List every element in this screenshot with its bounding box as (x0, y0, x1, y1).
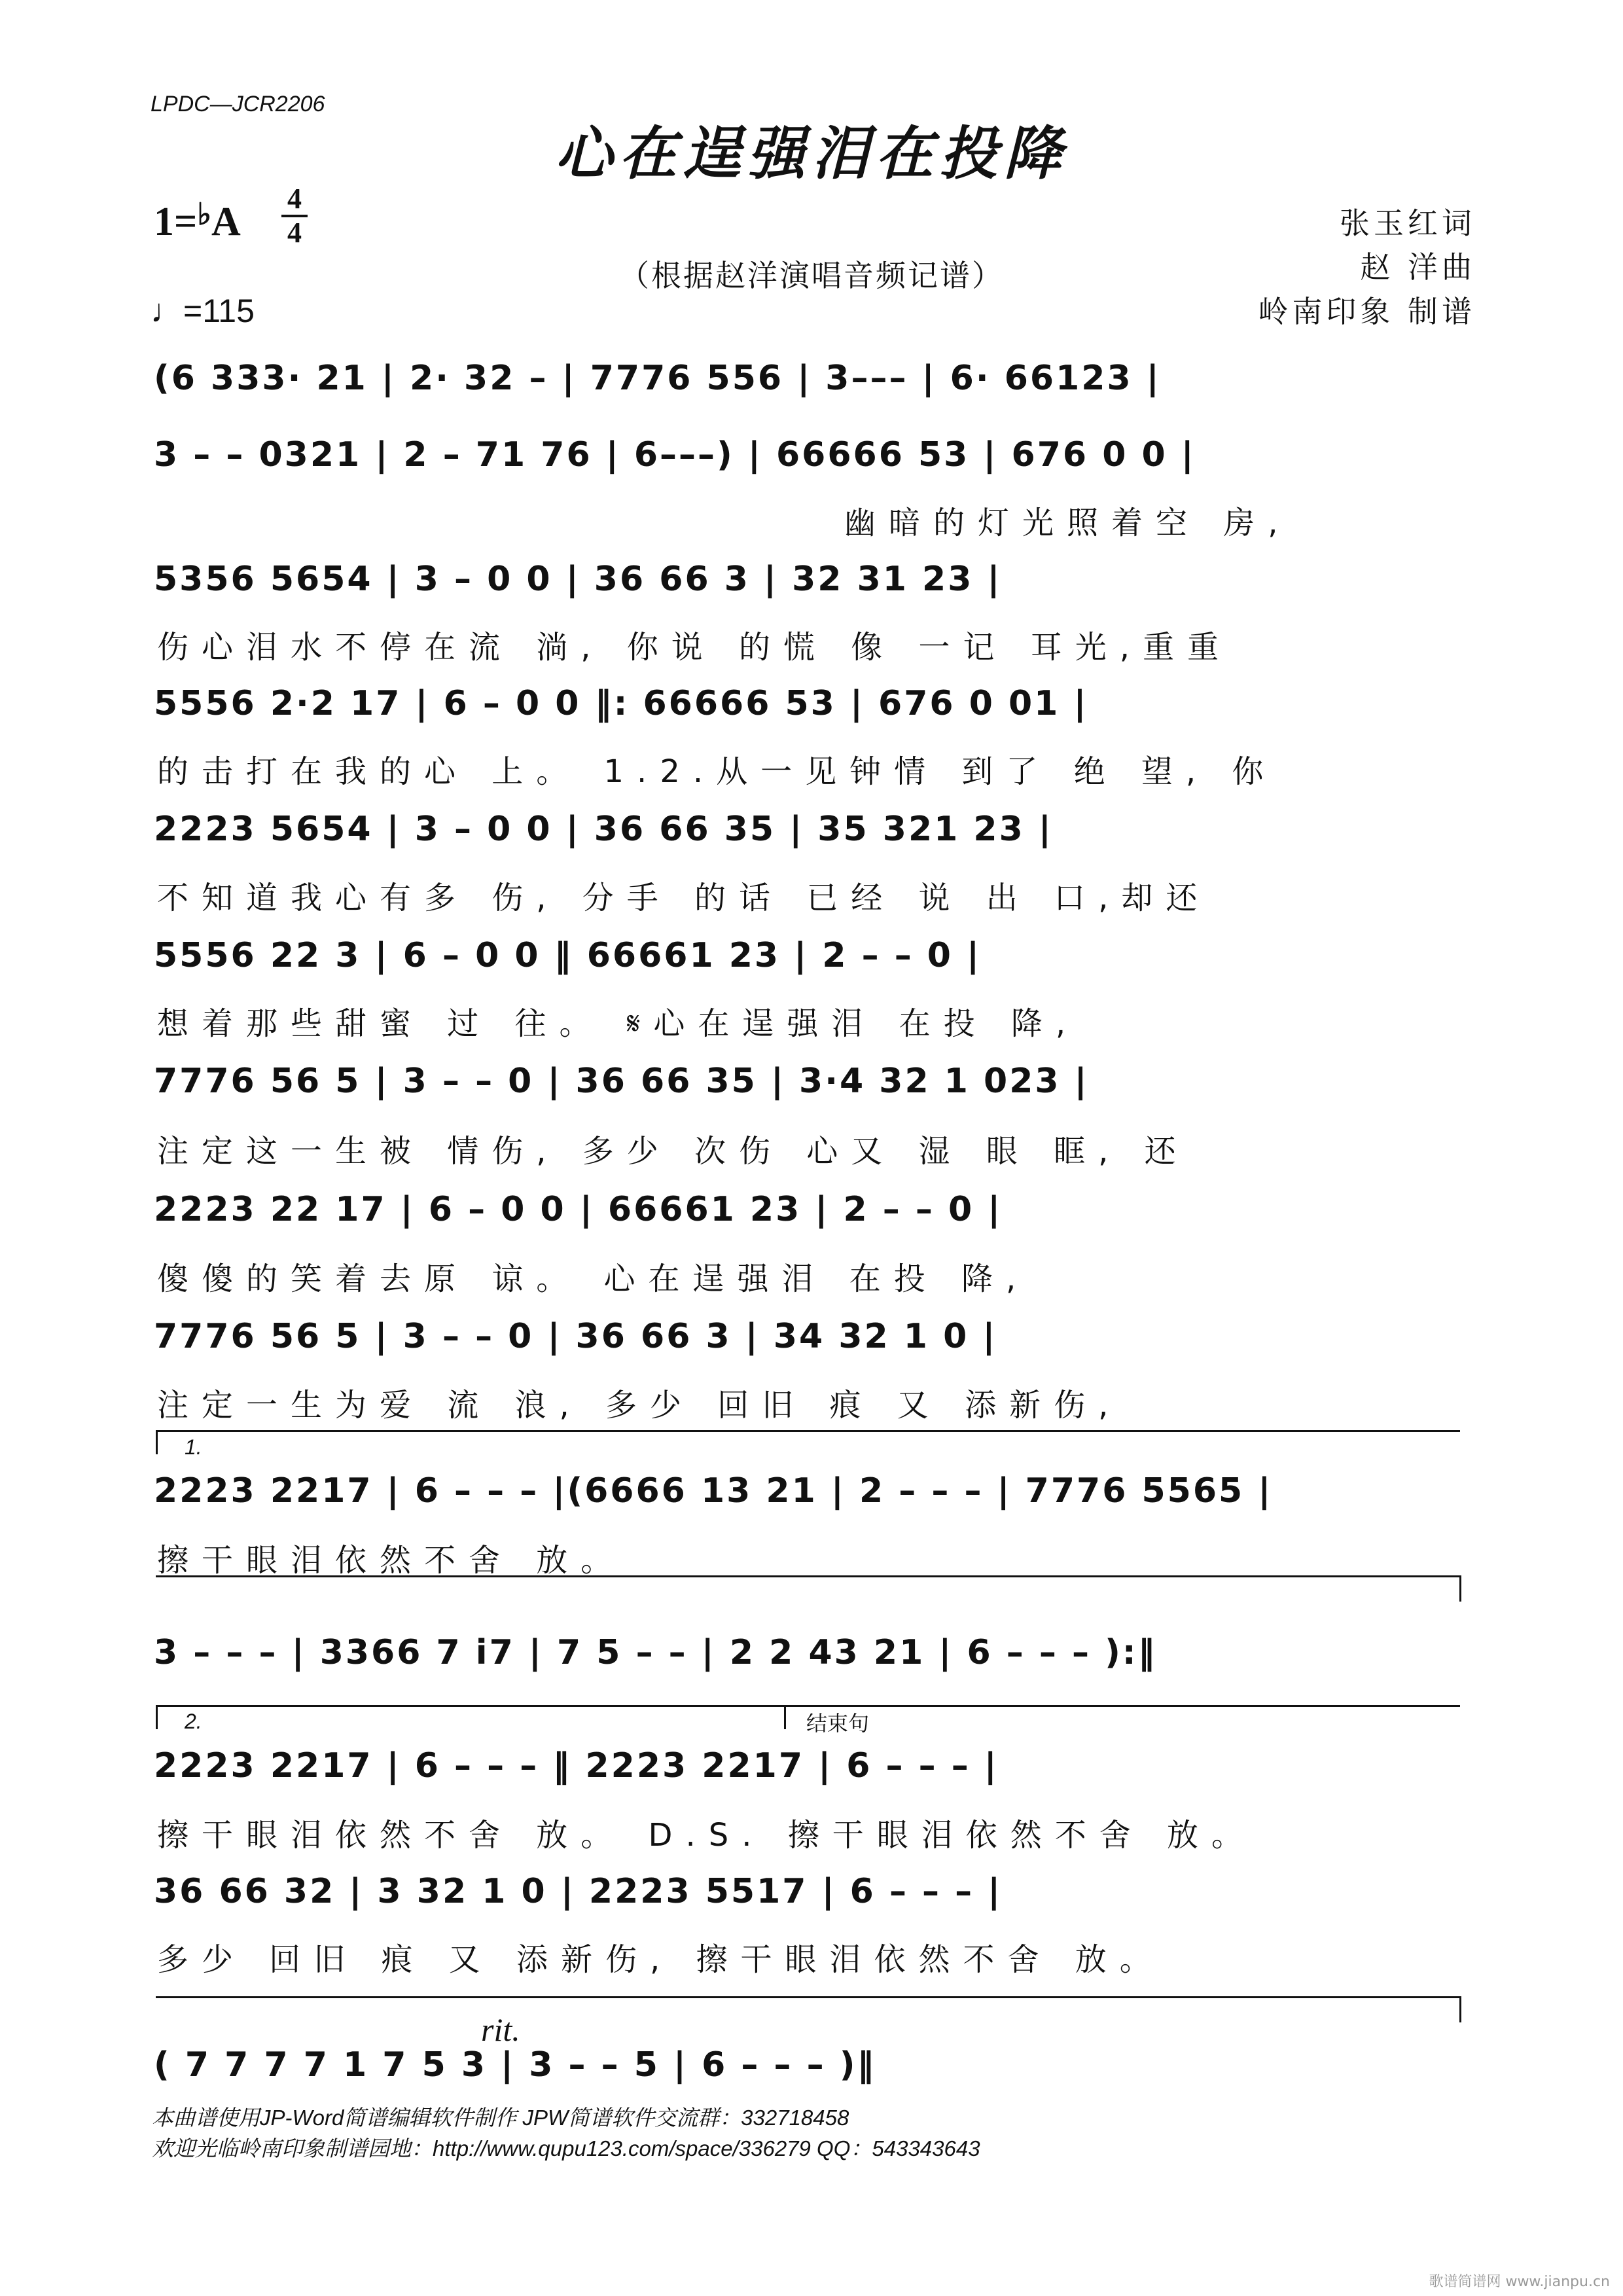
notation-row: 2223 2217 | 6 – – – |(6666 13 21 | 2 – – – | 7776 5565 | (154, 1471, 1273, 1511)
lyric-row: 注定一生为爱 流 浪, 多少 回旧 痕 又 添新伤, (157, 1387, 1122, 1424)
time-bottom: 4 (287, 217, 302, 249)
quarter-note-icon: ♩ (151, 293, 183, 329)
page-title: 心在逞强泪在投降 (554, 119, 1068, 187)
subtitle: （根据赵洋演唱音频记谱） (619, 258, 1004, 293)
coda-label: 结束句 (806, 1712, 870, 1735)
notation-row: 5556 2·2 17 | 6 – 0 0 ‖: 66666 53 | 676 0 01 | (154, 684, 1088, 723)
lyric-row: 多少 回旧 痕 又 添新伤, 擦干眼泪依然不舍 放。 (157, 1941, 1164, 1978)
notation-row: 2223 22 17 | 6 – 0 0 | 66661 23 | 2 – – 0 | (154, 1190, 1003, 1229)
arranger-credit: 岭南印象 制谱 (1258, 294, 1476, 329)
volta-bracket-2 (156, 1705, 786, 1729)
notation-row: 36 66 32 | 3 32 1 0 | 2223 5517 | 6 – – – | (154, 1872, 1003, 1911)
lyric-row: 伤心泪水不停在流 淌, 你说 的慌 像 一记 耳光,重重 (157, 629, 1232, 666)
lyric-row: 不知道我心有多 伤, 分手 的话 已经 说 出 口,却还 (157, 880, 1211, 916)
lyricist-credit: 张玉红词 (1340, 206, 1476, 241)
lyric-row: 擦干眼泪依然不舍 放。 (157, 1542, 626, 1579)
notation-row: 5356 5654 | 3 – 0 0 | 36 66 3 | 32 31 23 | (154, 560, 1002, 599)
time-signature (281, 185, 308, 247)
notation-row: (6 333· 21 | 2· 32 – | 7776 556 | 3––– | 6· 66123 | (154, 359, 1161, 398)
flat-symbol: ♭ (197, 198, 212, 231)
watermark: 歌谱简谱网 www.jianpu.cn (1429, 2274, 1610, 2290)
key-signature (154, 196, 241, 245)
volta-bracket-1-end (1459, 1575, 1461, 1602)
lyric-row: 幽暗的灯光照着空 房, (844, 505, 1291, 541)
ritardando-marking: rit. (481, 2011, 520, 2048)
tempo-marking (151, 292, 255, 330)
ending-line (156, 1996, 1459, 1998)
lyric-row: 注定这一生被 情伤, 多少 次伤 心又 湿 眼 眶, 还 (157, 1133, 1189, 1170)
composer-credit: 赵 洋曲 (1360, 249, 1476, 285)
notation-row: 5556 22 3 | 6 – 0 0 ‖ 66661 23 | 2 – – 0 | (154, 936, 982, 975)
lyric-row: 傻傻的笑着去原 谅。 心在逞强泪 在投 降, (157, 1261, 1029, 1297)
coda-bracket (784, 1705, 1460, 1729)
notation-row: 3 – – 0321 | 2 – 71 76 | 6–––) | 66666 53 | 676 0 0 | (154, 435, 1196, 475)
notation-row: 2223 5654 | 3 – 0 0 | 36 66 35 | 35 321 23 | (154, 810, 1053, 849)
key-note: A (211, 199, 241, 244)
notation-row: 2223 2217 | 6 – – – ‖ 2223 2217 | 6 – – – | (154, 1746, 999, 1785)
volta-bracket-1 (156, 1430, 1460, 1454)
notation-row: 3 – – – | 3366 7 i7 | 7 5 – – | 2 2 43 21 | 6 – – – ):‖ (154, 1633, 1157, 1672)
key-prefix: 1= (154, 199, 198, 244)
tempo-value: =115 (183, 293, 255, 329)
ending-2-label: 2. (185, 1710, 202, 1733)
volta-bracket-1-line (156, 1575, 1459, 1577)
ending-line-end (1459, 1996, 1461, 2022)
notation-row: ( 7 7 7 7 1 7 5 3 | 3 – – 5 | 6 – – – )‖ (154, 2045, 876, 2085)
lyric-row: 的击打在我的心 上。 1.2.从一见钟情 到了 绝 望, 你 (157, 753, 1277, 790)
footer-line-2: 欢迎光临岭南印象制谱园地：http://www.qupu123.com/space/336279 QQ：543343643 (152, 2136, 980, 2161)
time-top: 4 (287, 183, 302, 215)
notation-row: 7776 56 5 | 3 – – 0 | 36 66 35 | 3·4 32 1 023 | (154, 1062, 1089, 1101)
ending-1-label: 1. (185, 1435, 202, 1459)
lyric-row: 擦干眼泪依然不舍 放。 D.S. 擦干眼泪依然不舍 放。 (157, 1817, 1256, 1854)
score-code: LPDC—JCR2206 (151, 92, 325, 117)
lyric-row: 想着那些甜蜜 过 往。 𝄋心在逞强泪 在投 降, (157, 1005, 1079, 1042)
notation-row: 7776 56 5 | 3 – – 0 | 36 66 3 | 34 32 1 0 | (154, 1317, 997, 1356)
footer-line-1: 本曲谱使用JP-Word简谱编辑软件制作 JPW简谱软件交流群：332718458 (152, 2106, 849, 2130)
